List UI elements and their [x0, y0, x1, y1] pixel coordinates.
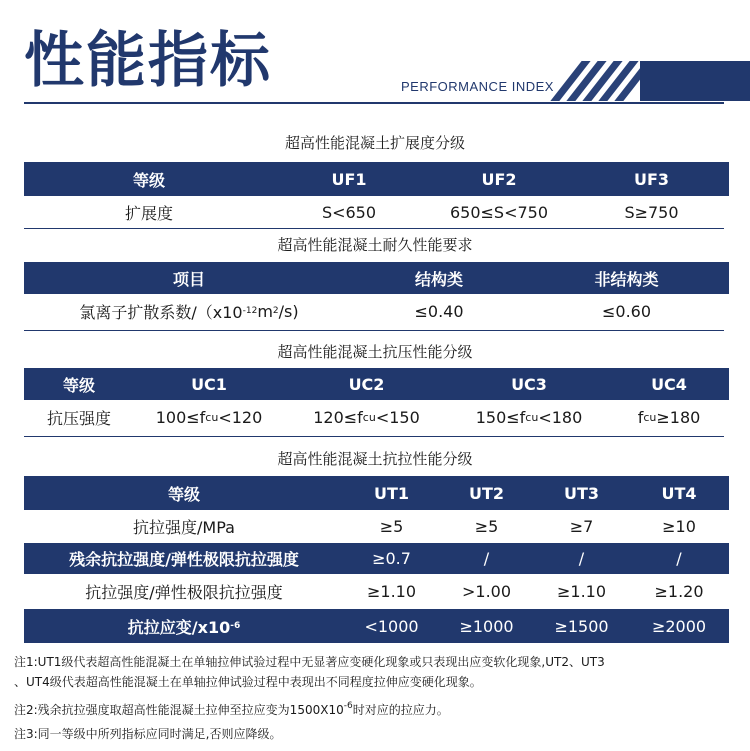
table-cell: S<650: [321, 202, 377, 222]
header-cell: 结构类: [414, 269, 463, 289]
cell-text: <180: [538, 407, 583, 427]
table-header-row: [24, 262, 729, 294]
symbol-subscript: cu: [205, 410, 219, 424]
table-header-row: [24, 368, 729, 400]
table-row: [24, 543, 729, 574]
header-cell: UF1: [331, 169, 367, 189]
table-row: [24, 609, 729, 643]
table-header-row: [24, 476, 729, 510]
cell-text: 100≤: [155, 407, 200, 427]
note-3: 注3:同一等级中所列指标应同时满足,否则应降级。: [14, 727, 282, 741]
table-row: [24, 196, 729, 228]
symbol-subscript: cu: [525, 410, 539, 424]
durability-section-title: 超高性能混凝土耐久性能要求: [277, 236, 473, 254]
symbol-f: f: [637, 407, 644, 427]
header-cell: UF2: [481, 169, 517, 189]
table-cell: [284, 400, 449, 434]
symbol-subscript: cu: [643, 410, 657, 424]
table-cell: ≥1.10: [556, 582, 607, 601]
header-cell: UC1: [191, 374, 227, 394]
cell-text: <120: [218, 407, 263, 427]
page-title: 性能指标: [24, 26, 272, 96]
row-label: 抗拉强度/弹性极限抗拉强度: [85, 583, 283, 602]
label-text: 氯离子扩散系数/（x10: [79, 302, 243, 322]
header-cell: UF3: [633, 169, 670, 189]
header-cell: 等级: [62, 375, 95, 395]
cell-text: 120≤: [313, 407, 358, 427]
label-exponent: -12: [242, 306, 258, 316]
row-label: 抗拉强度/MPa: [133, 518, 235, 537]
page-header: [0, 0, 750, 130]
notes-block: [14, 652, 605, 744]
note-1-line-2: 、UT4级代表超高性能混凝土在单轴拉伸试验过程中表现出不同程度拉伸应变硬化现象。: [14, 675, 482, 689]
table-cell: /: [676, 549, 682, 568]
spread-section-title: 超高性能混凝土扩展度分级: [284, 134, 465, 152]
table-cell: ≥0.7: [372, 549, 411, 568]
table-cell: <1000: [364, 616, 419, 636]
tensile-section-title: 超高性能混凝土抗拉性能分级: [277, 450, 473, 468]
row-label: 抗压强度: [46, 408, 111, 428]
section-divider: [24, 228, 724, 229]
table-row: [24, 574, 729, 609]
table-cell: ≥7: [569, 517, 594, 536]
table-cell: ≥5: [474, 517, 499, 536]
label-text: m: [257, 301, 273, 321]
table-cell: ≤0.60: [601, 301, 652, 321]
table-cell: /: [483, 549, 490, 568]
label-exponent: 2: [272, 306, 279, 316]
header-cell: 非结构类: [594, 269, 659, 289]
symbol-f: f: [519, 407, 526, 427]
symbol-f: f: [357, 407, 363, 427]
table-cell: ≥2000: [651, 616, 707, 636]
table-cell: 650≤S<750: [449, 202, 549, 222]
table-cell: /: [578, 549, 585, 568]
label-text: /s): [278, 301, 299, 321]
table-cell: [449, 400, 609, 434]
label-text: 抗拉应变/x10: [127, 617, 231, 637]
cell-text: ≥180: [656, 407, 701, 427]
header-cell: UC3: [511, 374, 547, 394]
row-label: [24, 609, 344, 643]
header-cell: UT1: [373, 483, 410, 503]
header-cell: 项目: [172, 269, 205, 289]
label-exponent: -6: [230, 621, 241, 631]
table-row: [24, 400, 729, 434]
table-cell: S≥750: [624, 202, 679, 222]
table-row: [24, 294, 729, 328]
page-subtitle: PERFORMANCE INDEX: [401, 79, 554, 94]
header-divider: [24, 102, 724, 104]
table-row: [24, 510, 729, 543]
table-header-row: [24, 162, 729, 196]
header-cell: 等级: [132, 170, 165, 190]
header-cell: UC2: [348, 374, 385, 394]
table-cell: ≥10: [662, 517, 696, 536]
decorative-stripes: [548, 61, 642, 101]
header-cell: UT4: [661, 483, 697, 503]
header-cell: UC4: [651, 374, 687, 394]
row-label: 扩展度: [124, 203, 173, 223]
table-cell: ≥1.20: [654, 582, 704, 601]
title-accent-bar: [640, 61, 750, 101]
header-cell: UT2: [468, 483, 505, 503]
header-cell: UT3: [563, 483, 600, 503]
header-cell: 等级: [167, 484, 200, 504]
section-divider: [24, 330, 724, 331]
table-cell: ≥1.10: [366, 582, 417, 601]
row-label: 残余抗拉强度/弹性极限抗拉强度: [69, 550, 299, 569]
table-cell: [134, 400, 284, 434]
table-cell: [609, 400, 729, 434]
section-divider: [24, 436, 724, 437]
symbol-subscript: cu: [362, 410, 376, 424]
table-cell: >1.00: [461, 582, 512, 601]
note-exponent: -6: [343, 701, 353, 711]
cell-text: <150: [375, 407, 420, 427]
table-cell: ≥5: [379, 517, 404, 536]
symbol-f: f: [199, 407, 206, 427]
table-cell: ≤0.40: [414, 301, 464, 321]
note-text: 注2:残余抗拉强度取超高性能混凝土拉伸至拉应变为1500X10: [14, 703, 344, 717]
table-cell: ≥1500: [554, 616, 609, 636]
note-1-line-1: 注1:UT1级代表超高性能混凝土在单轴拉伸试验过程中无显著应变硬化现象或只表现出应变软化现象,UT2、UT3: [14, 655, 605, 669]
compressive-section-title: 超高性能混凝土抗压性能分级: [277, 343, 473, 361]
cell-text: 150≤: [475, 407, 520, 427]
table-cell: ≥1000: [459, 616, 514, 636]
note-2: [14, 696, 605, 720]
note-text: 时对应的拉应力。: [352, 703, 449, 717]
row-label: [24, 294, 354, 328]
